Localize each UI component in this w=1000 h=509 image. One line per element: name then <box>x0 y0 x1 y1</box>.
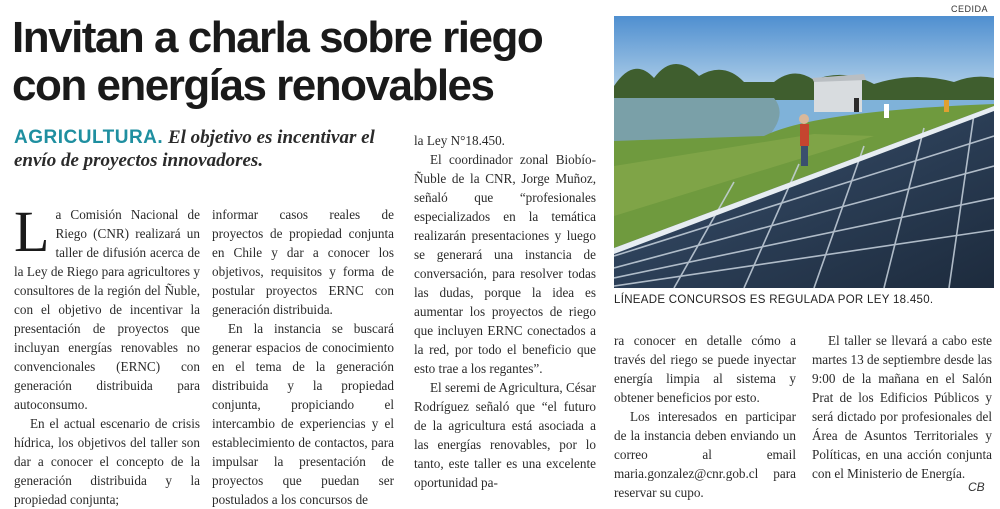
photo-illustration <box>614 16 994 288</box>
paragraph: informar casos reales de proyectos de propiedad conjunta en Chile y dar a conocer los objetivos, requisitos y forma de postular proyectos ERNC con generación distribuida. <box>212 207 394 317</box>
article-column-2 <box>212 205 394 509</box>
section-label: AGRICULTURA. <box>14 127 164 148</box>
headline-line-2: con energías renovables <box>12 61 494 110</box>
paragraph: El seremi de Agricultura, César Rodríguez señaló que “el futuro de la agricultura está asociada a las energías renovables, por lo tanto, este taller es una excelente oportunidad pa- <box>414 380 596 490</box>
paragraph: El coordinador zonal Biobío-Ñuble de la CNR, Jorge Muñoz, señaló que “profesionales especializados en la temática realizarán presentaciones y luego se generará una instancia de conversación, para resolver todas las dudas, porque la idea es aumentar los proyectos de riego que incluyen ERNC conectados a la red, por todo el beneficio que esto trae a los regantes”. <box>414 152 596 376</box>
headline-line-1: Invitan a charla sobre riego <box>12 13 543 62</box>
paragraph: Los interesados en participar de la instancia deben enviando un correo al email maria.gonzalez@cnr.gob.cl para reservar su cupo. <box>614 409 796 500</box>
article-column-1 <box>14 199 200 509</box>
paragraph: El taller se llevará a cabo este martes 13 de septiembre desde las 9:00 de la mañana en el Salón Prat de los Edificios Públicos y será dictado por profesionales del Área de Asuntos Territoriales y Políticas, en una acción conjunta con el Ministerio de Energía. <box>812 333 992 481</box>
article-column-4 <box>614 331 796 502</box>
headline <box>12 14 602 110</box>
paragraph: ra conocer en detalle cómo a través del riego se puede inyectar energía limpia al sistema y obtener beneficios por esto. <box>614 333 796 405</box>
solar-panels-photo <box>614 16 994 288</box>
photo-credit: CEDIDA <box>950 4 988 14</box>
paragraph: En el actual escenario de crisis hídrica, los objetivos del taller son dar a conocer el concepto de la generación distribuida y la propiedad conjunta; <box>14 416 200 507</box>
drop-cap: L <box>14 199 50 264</box>
paragraph-text: a Comisión Nacional de Riego (CNR) realizará un taller de difusión acerca de la Ley de Riego para agricultores y consultores de la región del Ñuble, con el objetivo de incentivar la presentación de proyectos que incluyan energías renovables no convencionales (ERNC) con generación distribuida para autoconsumo. <box>14 207 200 412</box>
article-column-3 <box>414 131 596 492</box>
paragraph: En la instancia se buscará generar espacios de conocimiento en el tema de la generación distribuida y la propiedad conjunta, propiciando el intercambio de experiencias y el establecimiento de contactos, para impulsar la presentación de proyectos que puedan ser postulados a los concursos de <box>212 321 394 507</box>
paragraph: la Ley N°18.450. <box>414 133 505 148</box>
photo-caption: LÍNEADE CONCURSOS ES REGULADA POR LEY 18.450. <box>614 294 934 306</box>
author-mark: CB <box>968 480 985 494</box>
paragraph <box>14 199 200 414</box>
lead-text: El objetivo es incentivar el envío de proyectos innovadores. <box>14 127 375 171</box>
lead <box>14 126 414 172</box>
article-column-5 <box>812 331 992 483</box>
